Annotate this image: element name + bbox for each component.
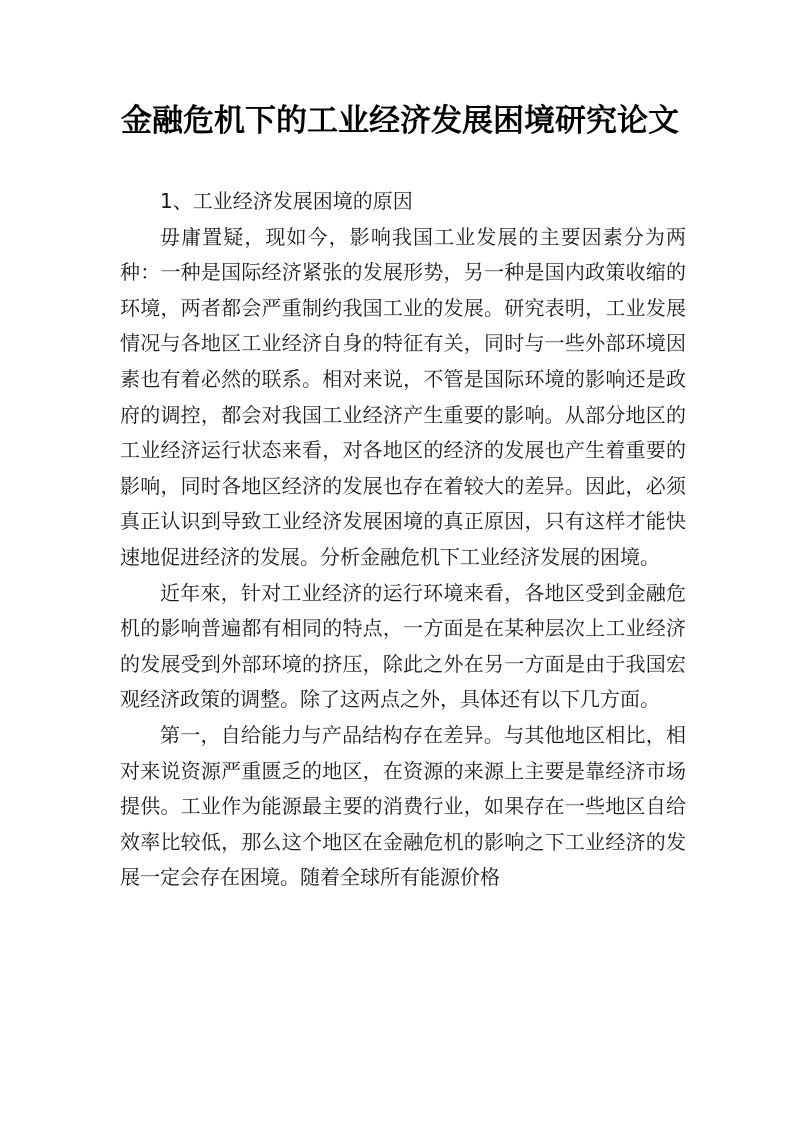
paragraph-2: 近年來，针对工业经济的运行环境来看，各地区受到金融危机的影响普遍都有相同的特点，一方面是在某种层次上工业经济的发展受到外部环境的挤压，除此之外在另一方面是由于我国宏观经济政策的调整。除了这两点之外，具体还有以下几方面。 bbox=[120, 580, 686, 712]
document-body bbox=[120, 184, 686, 896]
paragraph-1: 毋庸置疑，现如今，影响我国工业发展的主要因素分为两种：一种是国际经济紧张的发展形势，另一种是国内政策收缩的环境，两者都会严重制约我国工业的发展。研究表明，工业发展情况与各地区工业经济自身的特征有关，同时与一些外部环境因素也有着必然的联系。相对来说，不管是国际环境的影响还是政府的调控，都会对我国工业经济产生重要的影响。从部分地区的工业经济运行状态来看，对各地区的经济的发展也产生着重要的影响，同时各地区经济的发展也存在着较大的差异。因此，必须真正认识到导致工业经济发展困境的真正原因，只有这样才能快速地促进经济的发展。分析金融危机下工业经济发展的困境。 bbox=[120, 224, 686, 569]
document-title: 金融危机下的工业经济发展困境研究论文 bbox=[121, 103, 679, 139]
section-heading: 1、工业经济发展困境的原因 bbox=[160, 189, 413, 213]
paragraph-3: 第一，自给能力与产品结构存在差异。与其他地区相比，相对来说资源严重匮乏的地区，在资源的来源上主要是靠经济市场提供。工业作为能源最主要的消费行业，如果存在一些地区自给效率比较低，那么这个地区在金融危机的影响之下工业经济的发展一定会存在困境。随着全球所有能源价格 bbox=[120, 722, 686, 890]
